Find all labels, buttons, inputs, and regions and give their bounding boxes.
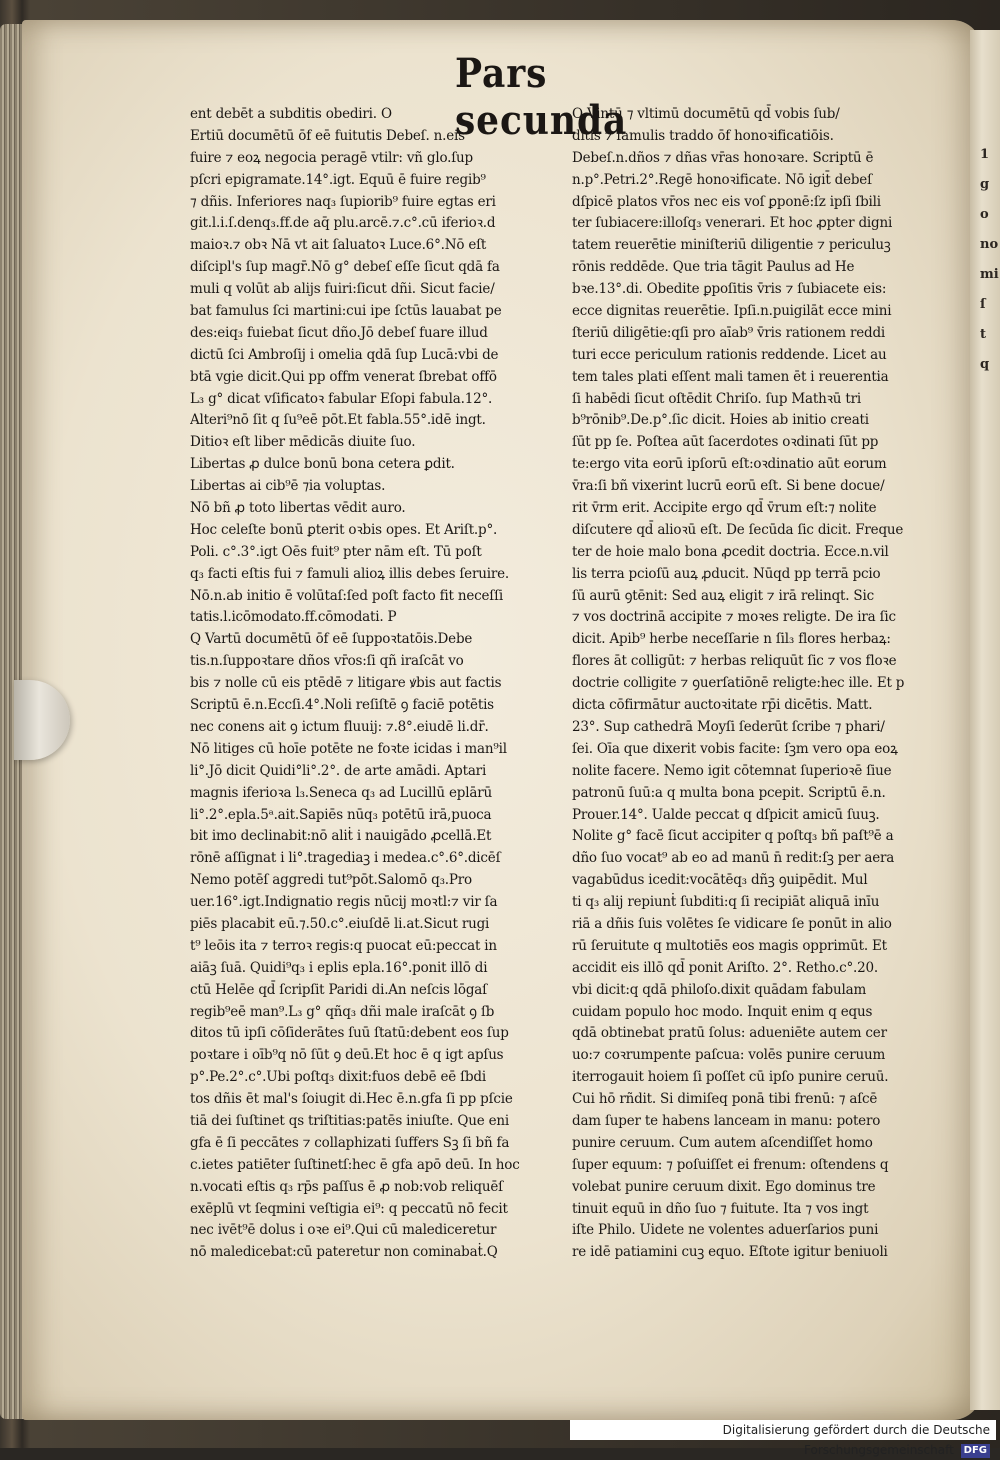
text-line: diſcutere qd̄ alioꝛū eſt. De ſecūda ſic dicit. Freque bbox=[572, 521, 904, 538]
text-line: L₃ g° dicat vſificatoꝛ fabular Eſopi fabula.12°. bbox=[190, 390, 493, 407]
text-line: piēs placabit eū.⁊.50.c°.eiuſdē li.at.Sicut rugi bbox=[190, 915, 490, 932]
dfg-logo-icon: DFG bbox=[961, 1444, 990, 1458]
text-line: iſte Philo. Uidete ne volentes aduerſarios puni bbox=[572, 1222, 879, 1239]
text-line: n.vocati eſtis q₃ rp̄s paſſus ē ꝓ nob:vob reliquēſ bbox=[190, 1178, 503, 1195]
text-line: flores āt colligūt: ⁊ herbas reliquūt ſic ⁊ vos floꝛe bbox=[572, 653, 897, 670]
facing-page-fragment: no bbox=[980, 237, 999, 252]
text-line: t⁹ leōis ita ⁊ terroꝛ regis:q puocat eū:peccat in bbox=[190, 937, 497, 954]
text-line: Prouer.14°. Ualde peccat q dſpicit amicū ſuuꝫ. bbox=[572, 806, 880, 823]
text-line: diſcipl's ſup magr̄.Nō g° debeſ eſſe ſicut qdā fa bbox=[190, 259, 500, 276]
text-line: rū ſeruitute q multotiēs eos magis opprimūt. Et bbox=[572, 937, 887, 954]
text-line: cuidam populo hoc modo. Inquit enim q equs bbox=[572, 1003, 873, 1020]
text-line: lis terra pcioſū auꝝ ꝓducit. Nūqd pp terrā pcio bbox=[572, 565, 881, 582]
text-line: dam ſuper te habens lanceam in manu: potero bbox=[572, 1112, 881, 1129]
facing-page-fragment: mi bbox=[980, 267, 999, 282]
text-line: 23°. Sup cathedrā Moyſi ſederūt ſcribe ⁊ phari/ bbox=[572, 718, 885, 735]
text-line: b⁹rōnib⁹.De.p°.ſic dicit. Hoies ab initio creati bbox=[572, 412, 869, 429]
facing-page-fragment: o bbox=[980, 207, 989, 222]
text-line: volebat punire ceruum dixit. Ego dominus tre bbox=[572, 1178, 876, 1195]
text-line: ter de hoie malo bona ꝓcedit doctria. Ecce.n.vil bbox=[572, 543, 889, 560]
text-line: Libertas ꝓ dulce bonū bona cetera ꝑdit. bbox=[190, 456, 455, 473]
text-line: n.p°.Petri.2°.Regē honoꝛificate. Nō igit̄ debeſ bbox=[572, 171, 872, 188]
text-line: ſūt pp ſe. Poſtea aūt ſacerdotes oꝛdinati ſūt pp bbox=[572, 434, 879, 451]
text-line: uer.16°.igt.Indignatio regis nūcij moꝛtl:⁊ vir ſa bbox=[190, 894, 498, 911]
text-line: Poli. c°.3°.igt Oēs fuit⁹ pter nām eſt. Tū poſt bbox=[190, 543, 482, 560]
text-line: iterrogauit hoiem ſi poſſet cū ipſo punire ceruū. bbox=[572, 1069, 889, 1086]
facing-page-fragment: 1 bbox=[980, 147, 990, 162]
text-line: tiā dei ſuſtinet qs triſtitias:patēs iniuſte. Que eni bbox=[190, 1112, 510, 1129]
text-line: ctū Helēe qd̄ ſcripſit Paridi di.An neſcis lōgaſ bbox=[190, 981, 487, 998]
text-line: aiāꝫ ſuā. Quidi⁹q₃ i eplis epla.16°.ponit illō di bbox=[190, 959, 488, 976]
text-line: poꝛtare i oīb⁹q nō ſūt ꝯ deū.Et hoc ē q igt apſus bbox=[190, 1047, 504, 1064]
text-line: O Vintū ⁊ vltimū documētū qd̄ vobis ſub/ bbox=[572, 106, 840, 122]
text-line: patronū ſuū:a q multa bona pcepit. Scriptū ē.n. bbox=[572, 784, 886, 801]
text-line: ſū aurū ꝯtēnit: Sed auꝝ eligit ⁊ irā relinqt. Sic bbox=[572, 587, 874, 604]
text-line: nō maledicebat:cū pateretur non cominabaṫ.Q bbox=[190, 1244, 498, 1261]
text-line: ſi habēdi ſicut oſtēdit Chriſo. ſup Mathꝛū tri bbox=[572, 390, 861, 407]
text-line: turi ecce periculum rationis reddende. Licet au bbox=[572, 346, 887, 363]
text-line: Alteri⁹nō ſit q ſu⁹eē pōt.Et fabla.55°.idē ingt. bbox=[190, 412, 486, 429]
left-column bbox=[190, 104, 560, 1264]
text-line: riā a dñis ſuis volētes ſe vidicare ſe ponūt in alio bbox=[572, 915, 892, 932]
text-line: tatis.l.icōmodato.ff.cōmodati. P bbox=[190, 609, 397, 626]
text-line: punire ceruum. Cum autem aſcendiſſet homo bbox=[572, 1134, 873, 1151]
text-line: tinuit equū in dño ſuo ⁊ fuitute. Ita ⁊ vos ingt bbox=[572, 1200, 869, 1217]
text-line: Ditioꝛ eſt liber mēdicās diuite ſuo. bbox=[190, 434, 416, 451]
text-line: pſcri epigramate.14°.igt. Equū ē fuire regib⁹ bbox=[190, 171, 486, 188]
text-line: dſpicē platos vr̄os nec eis voſ ꝑponē:ſz ipſi ſbili bbox=[572, 193, 881, 210]
text-line: dicta cōfirmātur auctoꝛitate rp̄i dicētis. Matt. bbox=[572, 697, 873, 714]
text-line: ditis ⁊ famulis traddo ōf honoꝛificatiōis. bbox=[572, 127, 834, 144]
text-line: des:eiq₃ fuiebat ſicut dño.Jō debeſ fuare illud bbox=[190, 324, 488, 341]
facing-page-fragment: ſ bbox=[980, 297, 986, 312]
text-line: qdā obtinebat pratū ſolus: adueniēte autem cer bbox=[572, 1025, 887, 1042]
text-line: fuire ⁊ eoꝝ negocia peragē vtilr: vñ glo.ſup bbox=[190, 149, 473, 166]
text-line: te:ergo vita eorū ipſorū eſt:oꝛdinatio aūt eorum bbox=[572, 456, 887, 473]
text-line: v̄ra:ſi bñ vixerint lucrū eorū eſt. Si bene docue/ bbox=[572, 478, 885, 495]
text-line: vbi dicit:q qdā philoſo.dixit quādam fabulam bbox=[572, 981, 867, 998]
facing-page-fragment: t bbox=[980, 327, 987, 342]
text-line: li°.Jō dicit Quidi°li°.2°. de arte amādi. Aptari bbox=[190, 762, 487, 779]
facing-page-fragments bbox=[980, 140, 1000, 380]
text-line: bat famulus ſci martini:cui ipe ſctūs lauabat pe bbox=[190, 303, 502, 320]
text-line: bit imo declinabit:nō aliṫ i nauigādo ꝓcellā.Et bbox=[190, 828, 492, 845]
text-line: ſei. Oīa que dixerit vobis facite: ſꝫm vero opa eoꝝ bbox=[572, 740, 898, 757]
text-line: Nolite g° facē ſicut accipiter q poſtq₃ bñ paſt⁹ē a bbox=[572, 828, 894, 845]
text-line: dictū ſci Ambroſij i omelia qdā ſup Lucā:vbi de bbox=[190, 346, 499, 363]
text-line: li°.2°.epla.5ᵃ.ait.Sapiēs nūq₃ potētū irā,puoca bbox=[190, 806, 492, 823]
text-line: ⁊ dñis. Inferiores naq₃ ſupiorib⁹ fuire egtas eri bbox=[190, 193, 496, 210]
text-line: magnis iferioꝛa l₃.Seneca q₃ ad Lucillū eplārū bbox=[190, 784, 492, 801]
text-line: nec ivēt⁹ē dolus i oꝛe ei⁹.Qui cū malediceretur bbox=[190, 1222, 497, 1239]
digitization-credit bbox=[570, 1420, 996, 1457]
text-line: bis ⁊ nolle cū eis ptēdē ⁊ litigare ꝟbis aut factis bbox=[190, 675, 502, 692]
text-line: nec conens ait ꝯ ictum fluuij: ⁊.8°.eiudē li.dr̄. bbox=[190, 718, 489, 735]
text-line: c.ietes patiēter ſuſtinetſ:hec ē gfa apō deū. In hoc bbox=[190, 1156, 520, 1173]
text-line: Hoc celeſte bonū ꝑterit oꝛbis opes. Et Ariſt.p°. bbox=[190, 521, 498, 538]
facing-page-fragment: q bbox=[980, 357, 990, 372]
text-line: exēplū vt ſeqmini veſtigia ei⁹: q peccatū nō fecit bbox=[190, 1200, 508, 1217]
text-line: Ertiū documētū ōf eē fuitutis Debeſ. n.eis bbox=[190, 127, 465, 144]
text-line: git.l.i.ſ.denq₃.ff.de aq̄ plu.arcē.⁊.c°.cū iferioꝛ.d bbox=[190, 215, 496, 232]
text-line: re idē patiamini cuꝫ equo. Eſtote igitur beniuoli bbox=[572, 1244, 888, 1261]
text-line: Libertas ai cib⁹ē ⁊ia voluptas. bbox=[190, 478, 386, 495]
text-line: bꝛe.13°.di. Obedite ꝑpoſitis v̄ris ⁊ ſubiacete eis: bbox=[572, 281, 887, 298]
text-line: gfa ē ſi peccātes ⁊ collaphizati ſuffers Sꝫ ſi bñ fa bbox=[190, 1134, 510, 1151]
page-header: Pars secunda bbox=[455, 50, 628, 144]
text-line: doctrie colligite ⁊ ꝯuerſatiōnē religte:hec ille. Et p bbox=[572, 675, 905, 692]
text-line: tem tales plati eſſent mali tamen ēt i reuerentia bbox=[572, 368, 889, 385]
text-line: ſteriū diligētie:qſi pro aīab⁹ v̄ris rationem reddi bbox=[572, 324, 886, 341]
text-line: Nō bñ ꝓ toto libertas vēdit auro. bbox=[190, 500, 406, 517]
text-line: tatem reuerētie miniſteriū diligentie ⁊ periculuꝫ bbox=[572, 237, 891, 254]
text-line: Nō litiges cū hoīe potēte ne foꝛte icidas i man⁹il bbox=[190, 740, 507, 757]
text-line: rōnis reddēde. Que tria tāgit Paulus ad He bbox=[572, 259, 855, 276]
text-line: ſuper equum: ⁊ poſuiſſet ei frenum: oſtendens q bbox=[572, 1156, 889, 1173]
text-line: Nō.n.ab initio ē volūtaſ:ſed poſt facto fit neceſſi bbox=[190, 587, 503, 604]
text-line: ⁊ vos doctrinā accipite ⁊ moꝛes religte. De ira ſic bbox=[572, 609, 896, 626]
text-line: tis.n.ſuppoꝛtare dños vr̄os:ſi qñ iraſcāt vo bbox=[190, 653, 464, 670]
text-line: ecce dignitas reuerētie. Ipſi.n.puigilāt ecce mini bbox=[572, 303, 892, 320]
text-line: ditos tū ipſi cōſiderātes ſuū ſtatū:debent eos ſup bbox=[190, 1025, 509, 1042]
text-line: Cui hō rñdit. Si dimiſeq ponā tibi frenū: ⁊ aſcē bbox=[572, 1091, 878, 1108]
text-line: vagabūdus icedit:vocātēq₃ dñꝫ ꝯuipēdit. Mul bbox=[572, 872, 868, 889]
text-line: ter ſubiacere:illoſq₃ venerari. Et hoc ꝓpter digni bbox=[572, 215, 893, 232]
text-line: regib⁹eē man⁹.L₃ g° qñq₃ dñi male iraſcāt ꝯ ſb bbox=[190, 1003, 495, 1020]
text-line: Q Vartū documētū ōf eē ſuppoꝛtatōis.Debe bbox=[190, 631, 473, 648]
text-line: p°.Pe.2°.c°.Ubi poſtq₃ dixit:fuos debē eē ſbdi bbox=[190, 1069, 486, 1086]
text-line: rōnē aſſignat i li°.tragediaꝫ i medea.c°.6°.dicēſ bbox=[190, 850, 501, 867]
text-line: Debeſ.n.dños ⁊ dñas vr̄as honoꝛare. Scriptū ē bbox=[572, 149, 874, 166]
text-line: accidit eis illō qd̄ ponit Ariſto. 2°. Retho.c°.20. bbox=[572, 959, 878, 976]
text-line: ti q₃ alij repiunṫ ſubditi:q ſi recipiāt aliquā inīu bbox=[572, 894, 880, 911]
text-line: dicit. Apib⁹ herbe neceſſarie n ſil₃ flores herbaꝝ: bbox=[572, 631, 891, 648]
text-line: ent debēt a subditis obediri. O bbox=[190, 106, 392, 122]
text-line: btā vgie dicit.Qui pp offm venerat ſbrebat offō bbox=[190, 368, 497, 385]
text-line: maioꝛ.⁊ obꝛ Nā vt ait ſaluatoꝛ Luce.6°.Nō eſt bbox=[190, 237, 487, 254]
credit-text: Digitalisierung gefördert durch die Deutsche Forschungsgemeinschaft bbox=[722, 1423, 990, 1457]
text-line: Scriptū ē.n.Eccſi.4°.Noli reſiſtē ꝯ faciē potētis bbox=[190, 697, 494, 714]
facing-page-fragment: g bbox=[980, 177, 990, 192]
text-line: dño ſuo vocat⁹ ab eo ad manū n̄ redit:ſꝫ per aera bbox=[572, 850, 895, 867]
text-line: rit v̄rm erit. Accipite ergo qd̄ v̄rum eſt:⁊ nolite bbox=[572, 500, 877, 517]
text-line: muli q volūt ab alijs fuiri:ſicut dñi. Sicut facie/ bbox=[190, 281, 495, 298]
text-line: q₃ facti eſtis fui ⁊ famuli alioꝝ illis debes ſeruire. bbox=[190, 565, 509, 582]
text-line: uo:⁊ coꝛrumpente paſcua: volēs punire ceruum bbox=[572, 1047, 886, 1064]
right-column bbox=[572, 104, 944, 1264]
text-line: tos dñis ēt mal's ſoiugit di.Hec ē.n.gfa ſi pp pſcie bbox=[190, 1091, 513, 1108]
text-line: nolite facere. Nemo igit cōtemnat ſuperioꝛē ſiue bbox=[572, 762, 892, 779]
text-line: Nemo potēſ aggredi tut⁹pōt.Salomō q₃.Pro bbox=[190, 872, 472, 889]
